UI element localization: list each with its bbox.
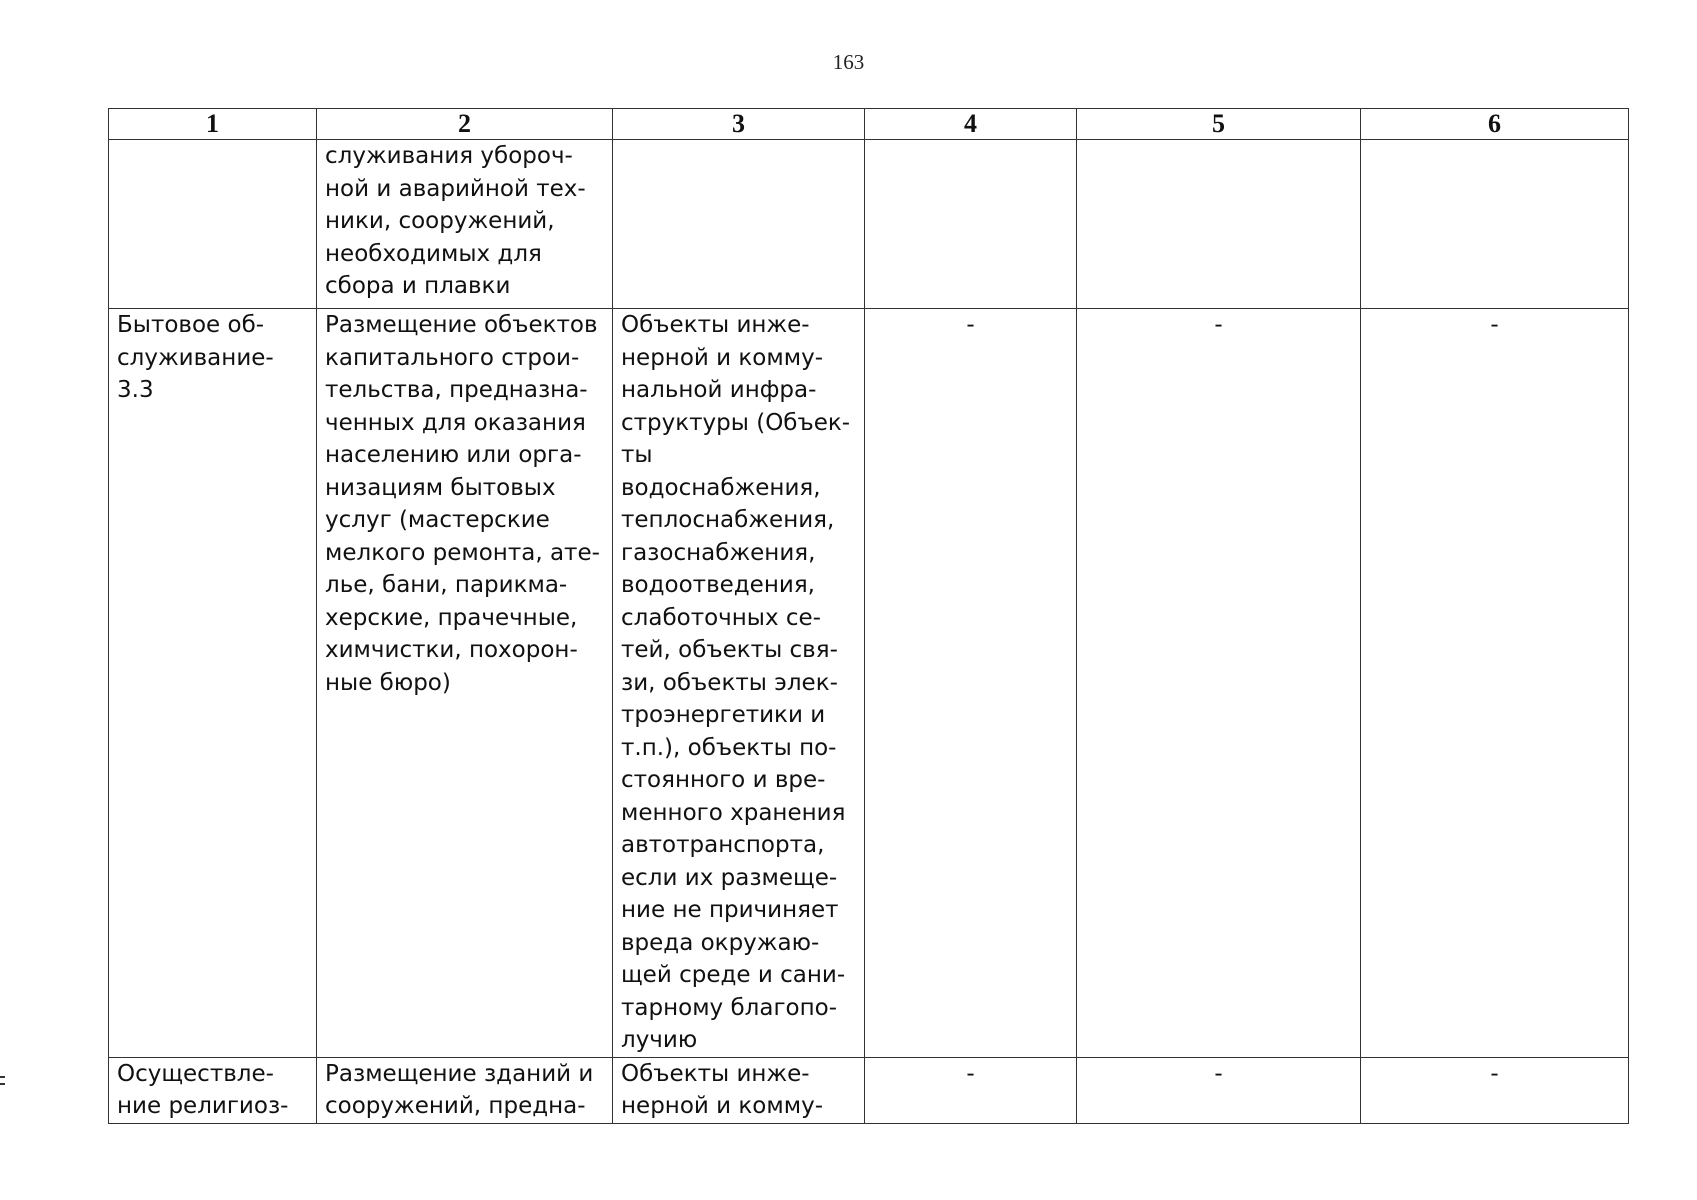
scan-edge-mark — [0, 1083, 5, 1085]
header-row — [109, 109, 1629, 140]
table-row — [109, 309, 1629, 1058]
table-cell: - — [1077, 309, 1361, 1058]
column-header-4: 4 — [865, 109, 1077, 140]
table-cell — [865, 140, 1077, 309]
column-header-2: 2 — [317, 109, 613, 140]
description-cell: Размещение объектов капитального строи- тельства, предназна- ченных для оказания населению или орга- низациям бытовых услуг (мастерские мелкого ремонта, ате- лье, бани, парикма- херские, прачечные, химчистки, похорон- ные бюро) — [317, 309, 613, 1058]
table-cell — [613, 140, 865, 309]
table-cell: - — [1361, 309, 1629, 1058]
description-cell: Размещение зданий и сооружений, предна- — [317, 1057, 613, 1123]
column-header-3: 3 — [613, 109, 865, 140]
table-row — [109, 140, 1629, 309]
column-header-1: 1 — [109, 109, 317, 140]
table-cell: - — [1361, 1057, 1629, 1123]
table-cell — [1077, 140, 1361, 309]
table-cell: служивания убороч- ной и аварийной тех- ники, сооружений, необходимых для сбора и плавки — [317, 140, 613, 309]
table-cell: - — [865, 1057, 1077, 1123]
table-cell: - — [1077, 1057, 1361, 1123]
table-cell: - — [865, 309, 1077, 1058]
page-number: 163 — [832, 50, 865, 74]
table-cell — [1361, 140, 1629, 309]
permitted-objects-cell: Объекты инже- нерной и комму- — [613, 1057, 865, 1123]
land-use-type-cell: Осуществле- ние религиоз- — [109, 1057, 317, 1123]
land-use-table — [108, 108, 1629, 1124]
column-header-6: 6 — [1361, 109, 1629, 140]
column-header-5: 5 — [1077, 109, 1361, 140]
land-use-type-cell: Бытовое об- служивание- 3.3 — [109, 309, 317, 1058]
table-row — [109, 1057, 1629, 1123]
table-cell — [109, 140, 317, 309]
scan-edge-mark — [0, 1076, 5, 1078]
permitted-objects-cell: Объекты инже- нерной и комму- нальной инфра- структуры (Объек- ты водоснабжения, теплоснабжения, газоснабжения, водоотведения, слаботочных се- тей, объекты свя- зи, объекты элек- троэнергетики и т.п.), объекты по- стоянного и вре- менного хранения автотранспорта, если их размеще- ние не причиняет вреда окружаю- щей среде и сани- тарному благопо- лучию — [613, 309, 865, 1058]
